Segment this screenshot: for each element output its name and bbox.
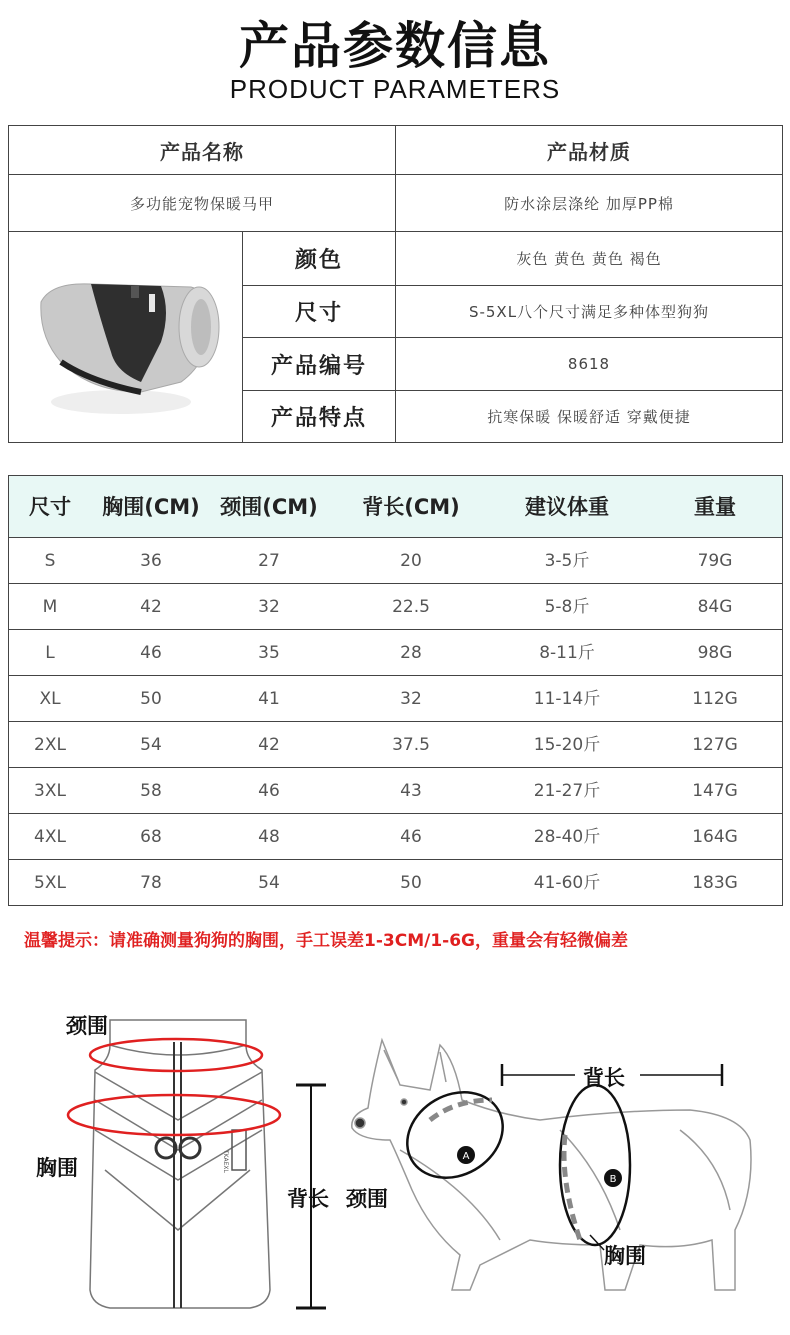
cell-weight: 183G xyxy=(692,873,738,893)
vest-sketch xyxy=(90,1020,270,1308)
chest-label: 胸围 xyxy=(36,1156,78,1180)
cell-chest: 46 xyxy=(140,643,162,663)
vest-tag-text: TKAEXL xyxy=(222,1150,229,1173)
cell-weight: 98G xyxy=(697,643,733,663)
col-neck-header: 颈围(CM) xyxy=(220,495,318,519)
dog-vest-image xyxy=(21,242,231,432)
cell-suggested-weight: 8-11斤 xyxy=(539,643,595,663)
cell-size: XL xyxy=(39,689,61,709)
cell-back: 46 xyxy=(400,827,422,847)
table-row xyxy=(9,860,782,906)
cell-weight: 79G xyxy=(697,551,733,571)
cell-chest: 68 xyxy=(140,827,162,847)
product-material-header: 产品材质 xyxy=(547,139,631,164)
product-code-value: 8618 xyxy=(567,355,611,373)
product-name-header: 产品名称 xyxy=(160,139,244,164)
product-features-label: 产品特点 xyxy=(270,406,367,431)
cell-chest: 36 xyxy=(140,551,162,571)
neck-label: 颈围 xyxy=(66,1014,108,1038)
product-material-value: 防水涂层涤纶 加厚PP棉 xyxy=(504,194,674,213)
product-code-label: 产品编号 xyxy=(270,353,367,379)
col-weight-header: 重量 xyxy=(694,495,736,519)
marker-a: A xyxy=(462,1151,470,1162)
cell-suggested-weight: 3-5斤 xyxy=(544,551,590,571)
col-weight-suggest-header: 建议体重 xyxy=(525,495,609,519)
cell-neck: 27 xyxy=(258,551,280,571)
cell-neck: 46 xyxy=(258,781,280,801)
table-row xyxy=(9,814,782,860)
cell-weight: 127G xyxy=(692,735,738,755)
product-photo xyxy=(9,232,242,442)
product-name-value: 多功能宠物保暖马甲 xyxy=(129,194,274,213)
cell-suggested-weight: 5-8斤 xyxy=(544,597,590,617)
cell-back: 32 xyxy=(400,689,422,709)
cell-chest: 58 xyxy=(140,781,162,801)
dog-back-length-label: 背长 xyxy=(583,1066,625,1090)
page-subtitle: PRODUCT PARAMETERS xyxy=(229,74,561,104)
cell-size: 2XL xyxy=(34,735,66,755)
cell-back: 22.5 xyxy=(392,597,430,617)
cell-chest: 42 xyxy=(140,597,162,617)
cell-size: L xyxy=(45,643,55,663)
cell-suggested-weight: 11-14斤 xyxy=(533,689,601,709)
col-back-header: 背长(CM) xyxy=(362,495,460,519)
product-features-value: 抗寒保暖 保暖舒适 穿戴便捷 xyxy=(487,408,691,426)
cell-weight: 112G xyxy=(692,689,738,709)
cell-neck: 54 xyxy=(258,873,280,893)
cell-suggested-weight: 28-40斤 xyxy=(533,827,601,847)
cell-chest: 54 xyxy=(140,735,162,755)
page-title: 产品参数信息 xyxy=(239,17,551,75)
cell-weight: 147G xyxy=(692,781,738,801)
cell-neck: 35 xyxy=(258,643,280,663)
col-size-header: 尺寸 xyxy=(29,495,71,519)
cell-chest: 78 xyxy=(140,873,162,893)
size-value: S-5XL八个尺寸满足多种体型狗狗 xyxy=(468,303,710,321)
cell-size: S xyxy=(44,551,56,571)
table-row xyxy=(9,722,782,768)
cell-neck: 32 xyxy=(258,597,280,617)
cell-suggested-weight: 15-20斤 xyxy=(533,735,601,755)
product-parameter-table xyxy=(8,125,783,443)
marker-b: B xyxy=(609,1174,617,1185)
color-label: 颜色 xyxy=(294,248,343,273)
measurement-diagram xyxy=(0,990,790,1335)
cell-weight: 84G xyxy=(697,597,733,617)
cell-size: 4XL xyxy=(34,827,66,847)
cell-back: 37.5 xyxy=(392,735,430,755)
cell-neck: 41 xyxy=(258,689,280,709)
measurement-tip: 温馨提示：请准确测量狗狗的胸围，手工误差1-3CM/1-6G，重量会有轻微偏差 xyxy=(24,931,628,951)
table-row xyxy=(9,676,782,722)
dog-sketch xyxy=(352,1040,751,1290)
neck-label-secondary: 颈围 xyxy=(346,1187,388,1211)
cell-chest: 50 xyxy=(140,689,162,709)
cell-neck: 42 xyxy=(258,735,280,755)
size-chart-table xyxy=(8,475,783,906)
cell-weight: 164G xyxy=(692,827,738,847)
table-row xyxy=(9,768,782,814)
color-value: 灰色 黄色 黄色 褐色 xyxy=(516,250,662,268)
cell-size: 3XL xyxy=(34,781,66,801)
dog-chest-label: 胸围 xyxy=(604,1244,646,1268)
table-row xyxy=(9,630,782,676)
cell-size: 5XL xyxy=(34,873,66,893)
back-length-label: 背长 xyxy=(287,1187,329,1211)
cell-back: 50 xyxy=(400,873,422,893)
cell-back: 20 xyxy=(400,551,422,571)
cell-neck: 48 xyxy=(258,827,280,847)
cell-suggested-weight: 21-27斤 xyxy=(533,781,601,801)
cell-suggested-weight: 41-60斤 xyxy=(533,873,601,893)
table-row xyxy=(9,584,782,630)
col-chest-header: 胸围(CM) xyxy=(102,495,200,519)
cell-back: 43 xyxy=(400,781,422,801)
table-row xyxy=(9,538,782,584)
cell-back: 28 xyxy=(400,643,422,663)
size-label: 尺寸 xyxy=(294,301,343,326)
size-chart-header xyxy=(9,476,782,538)
cell-size: M xyxy=(42,597,58,617)
